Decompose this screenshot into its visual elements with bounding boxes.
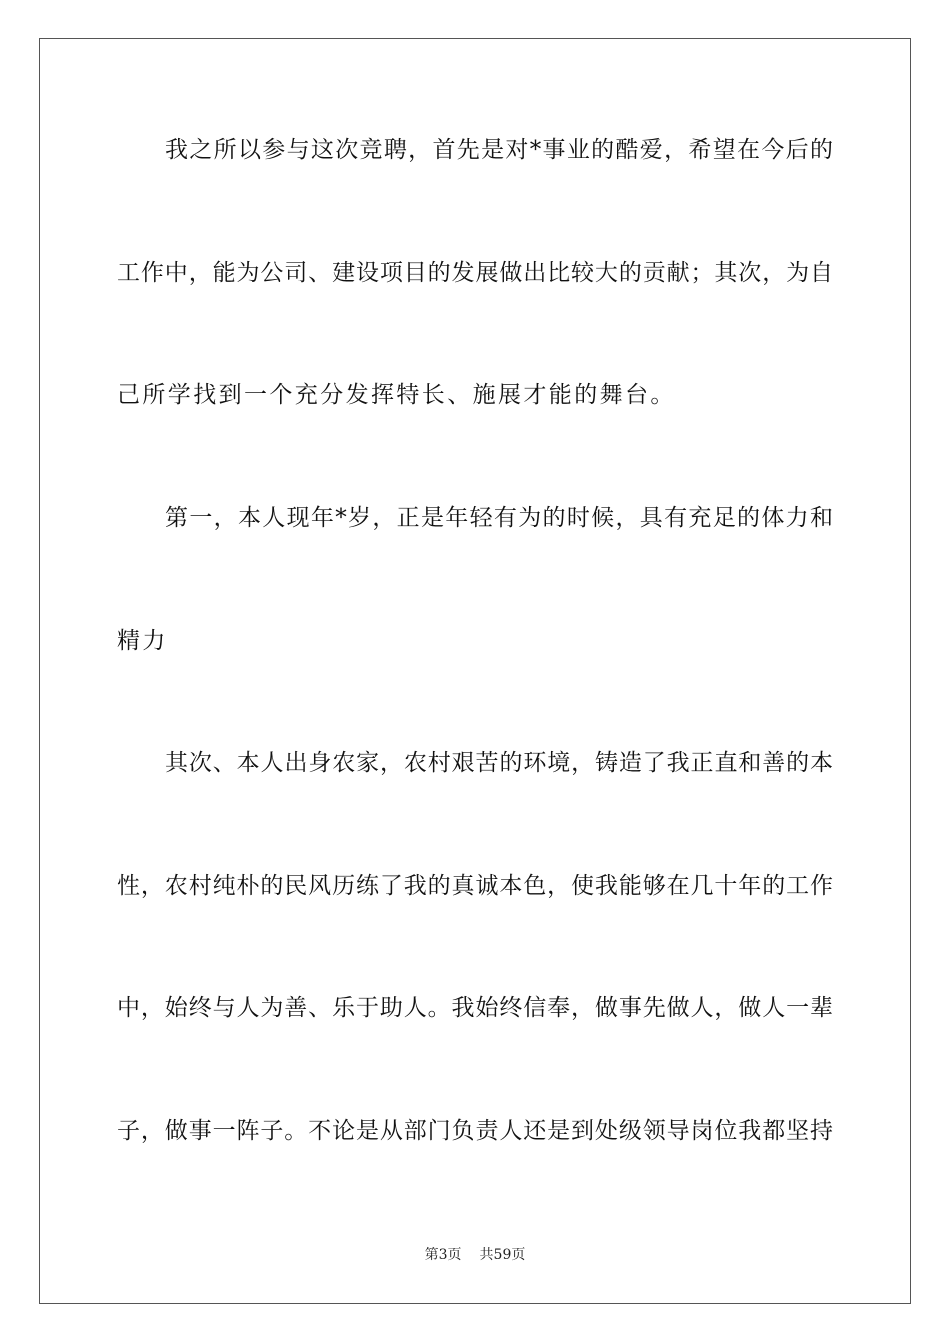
- page-total: 共59页: [479, 1247, 526, 1263]
- page-footer: [0, 1245, 950, 1265]
- paragraph-3-line-2: 性，农村纯朴的民风历练了我的真诚本色，使我能够在几十年的工作: [117, 873, 833, 899]
- paragraph-1-line-3: 己所学找到一个充分发挥特长、施展才能的舞台。: [117, 382, 676, 408]
- paragraph-1-line-2: 工作中，能为公司、建设项目的发展做出比较大的贡献；其次，为自: [117, 260, 833, 286]
- paragraph-2-line-2: 精力: [117, 628, 168, 654]
- paragraph-2-line-1: 第一，本人现年*岁，正是年轻有为的时候，具有充足的体力和: [165, 505, 833, 531]
- page-number: 第3页: [424, 1247, 462, 1263]
- paragraph-3-line-3: 中，始终与人为善、乐于助人。我始终信奉，做事先做人，做人一辈: [117, 995, 833, 1021]
- paragraph-1-line-1: 我之所以参与这次竞聘，首先是对*事业的酷爱，希望在今后的: [165, 137, 833, 163]
- paragraph-3-line-1: 其次、本人出身农家，农村艰苦的环境，铸造了我正直和善的本: [165, 750, 833, 776]
- paragraph-3-line-4: 子，做事一阵子。不论是从部门负责人还是到处级领导岗位我都坚持: [117, 1118, 833, 1144]
